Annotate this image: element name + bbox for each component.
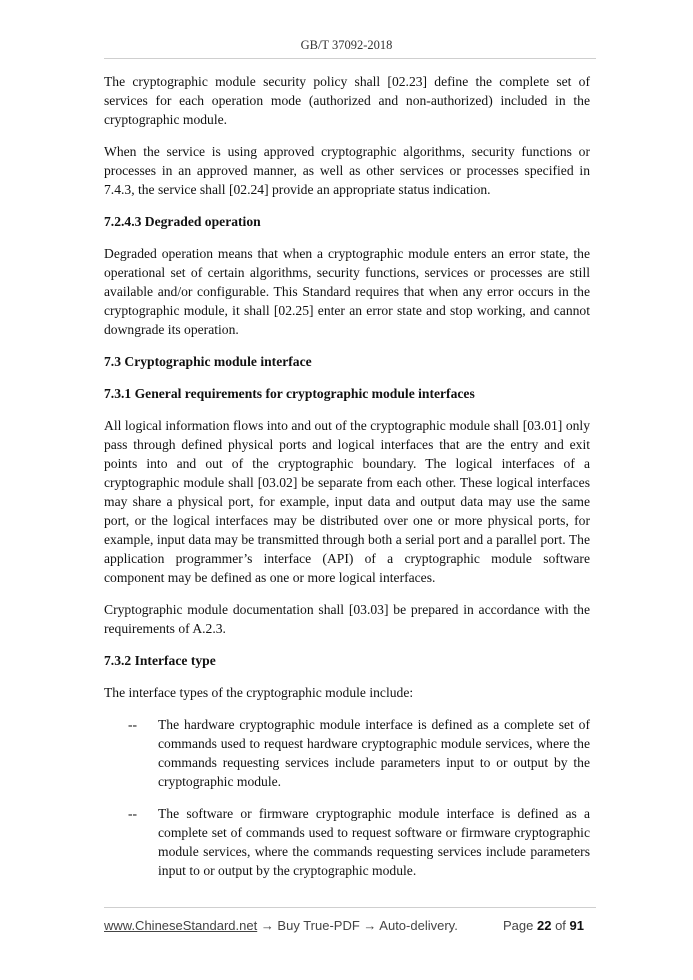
paragraph-security-policy: The cryptographic module security policy shall [02.23] define the complete set of services for each operation mode (authorized and non-authorized) included in the cryptographic module. <box>104 74 590 127</box>
list-item-text: The hardware cryptographic module interface is defined as a complete set of commands used to request hardware cryptographic module services, where the commands requesting services include parameters input to or output by the cryptographic module. <box>158 717 590 789</box>
page-current: 22 <box>536 918 552 933</box>
page-number <box>503 918 584 933</box>
interface-type-list <box>104 715 590 880</box>
heading-7-3-2: 7.3.2 Interface type <box>104 653 216 668</box>
header-divider <box>104 58 596 59</box>
heading-7-3-1: 7.3.1 General requirements for cryptographic module interfaces <box>104 386 475 401</box>
footer-promo-text: → Buy True-PDF → Auto-delivery. <box>257 918 458 933</box>
site-link[interactable]: www.ChineseStandard.net <box>104 918 258 933</box>
list-marker: -- <box>128 717 138 732</box>
running-header: GB/T 37092-2018 <box>300 38 393 52</box>
page-of-label: of <box>555 918 566 933</box>
paragraph-documentation: Cryptographic module documentation shall [03.03] be prepared in accordance with the requirements of A.2.3. <box>104 602 590 636</box>
paragraph-degraded-operation: Degraded operation means that when a cryptographic module enters an error state, the operational set of certain algorithms, security functions, services or processes are still available and/or configurable. This Standard requires that when any error occurs in the cryptographic module, it shall [02.25] enter an error state and stop working, and cannot downgrade its operation. <box>104 246 590 337</box>
heading-7-3: 7.3 Cryptographic module interface <box>104 354 312 369</box>
list-item-text: The software or firmware cryptographic module interface is defined as a complete set of commands used to request software or firmware cryptographic module services, where the commands requesting services include parameters input to or output by the cryptographic module. <box>158 806 590 878</box>
page-footer <box>104 918 590 933</box>
page-total: 91 <box>569 918 584 933</box>
list-item <box>104 715 590 791</box>
footer-divider <box>104 907 596 908</box>
paragraph-interface-types-intro: The interface types of the cryptographic module include: <box>104 685 414 700</box>
list-marker: -- <box>128 806 138 821</box>
list-item <box>104 804 590 880</box>
footer-promo <box>104 918 458 933</box>
page-label: Page <box>502 918 534 933</box>
page-body <box>104 72 590 893</box>
heading-7-2-4-3: 7.2.4.3 Degraded operation <box>104 214 261 229</box>
paragraph-status-indication: When the service is using approved cryptographic algorithms, security functions or processes in an approved manner, as well as other services or processes specified in 7.4.3, the service shall [02.24] provide an appropriate status indication. <box>104 144 590 197</box>
paragraph-logical-flows: All logical information flows into and out of the cryptographic module shall [03.01] only pass through defined physical ports and logical interfaces that are the entry and exit points into and out of the cryptographic boundary. The logical interfaces of a cryptographic module shall [03.02] be separate from each other. These logical interfaces may share a physical port, for example, input data and output data may use the same port, or the logical interfaces may be distributed over one or more physical ports, for example, input data may be transmitted through both a serial port and a parallel port. The application programmer’s interface (API) of a cryptographic module software component may be defined as one or more logical interfaces. <box>104 418 590 585</box>
